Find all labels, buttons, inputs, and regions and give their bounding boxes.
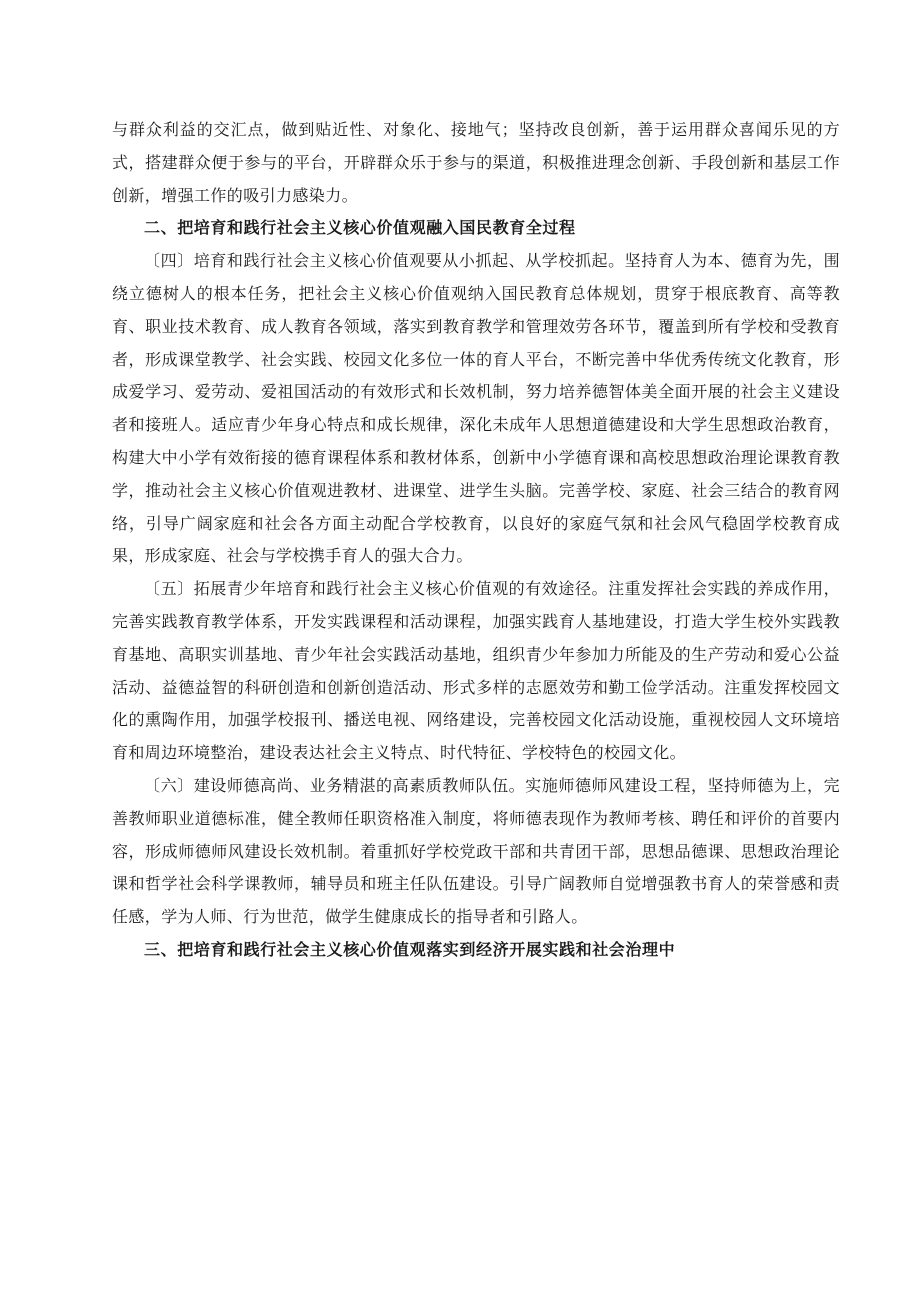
document-body: [112, 114, 840, 967]
continuation-paragraph: 与群众利益的交汇点，做到贴近性、对象化、接地气；坚持改良创新，善于运用群众喜闻乐见的方式，搭建群众便于参与的平台，开辟群众乐于参与的渠道，积极推进理念创新、手段创新和基层工作创新，增强工作的吸引力感染力。: [112, 120, 840, 205]
section-heading-3: 三、把培育和践行社会主义核心价值观落实到经济开展实践和社会治理中: [144, 939, 676, 959]
paragraph-6: 〔六〕建设师德高尚、业务精湛的高素质教师队伍。实施师德师风建设工程，坚持师德为上，完善教师职业道德标准，健全教师任职资格准入制度，将师德表现作为教师考核、聘任和评价的首要内容，形成师德师风建设长效机制。着重抓好学校党政干部和共青团干部，思想品德课、思想政治理论课和哲学社会科学课教师，辅导员和班主任队伍建设。引导广阔教师自觉增强教书育人的荣誉感和责任感，学为人师、行为世范，做学生健康成长的指导者和引路人。: [112, 775, 840, 927]
paragraph-4: 〔四〕培育和践行社会主义核心价值观要从小抓起、从学校抓起。坚持育人为本、德育为先，围绕立德树人的根本任务，把社会主义核心价值观纳入国民教育总体规划，贯穿于根底教育、高等教育、职业技术教育、成人教育各领域，落实到教育教学和管理效劳各环节，覆盖到所有学校和受教育者，形成课堂教学、社会实践、校园文化多位一体的育人平台，不断完善中华优秀传统文化教育，形成爱学习、爱劳动、爱祖国活动的有效形式和长效机制，努力培养德智体美全面开展的社会主义建设者和接班人。适应青少年身心特点和成长规律，深化未成年人思想道德建设和大学生思想政治教育，构建大中小学有效衔接的德育课程体系和教材体系，创新中小学德育课和高校思想政治理论课教育教学，推动社会主义核心价值观进教材、进课堂、进学生头脑。完善学校、家庭、社会三结合的教育网络，引导广阔家庭和社会各方面主动配合学校教育，以良好的家庭气氛和社会风气稳固学校教育成果，形成家庭、社会与学校携手育人的强大合力。: [112, 251, 840, 566]
paragraph-5: 〔五〕拓展青少年培育和践行社会主义核心价值观的有效途径。注重发挥社会实践的养成作用，完善实践教育教学体系，开发实践课程和活动课程，加强实践育人基地建设，打造大学生校外实践教育基地、高职实训基地、青少年社会实践活动基地，组织青少年参加力所能及的生产劳动和爱心公益活动、益德益智的科研创造和创新创造活动、形式多样的志愿效劳和勤工俭学活动。注重发挥校园文化的熏陶作用，加强学校报刊、播送电视、网络建设，完善校园文化活动设施，重视校园人文环境培育和周边环境整治，建设表达社会主义特点、时代特征、学校特色的校园文化。: [112, 579, 840, 763]
section-heading-2: 二、把培育和践行社会主义核心价值观融入国民教育全过程: [144, 218, 576, 238]
